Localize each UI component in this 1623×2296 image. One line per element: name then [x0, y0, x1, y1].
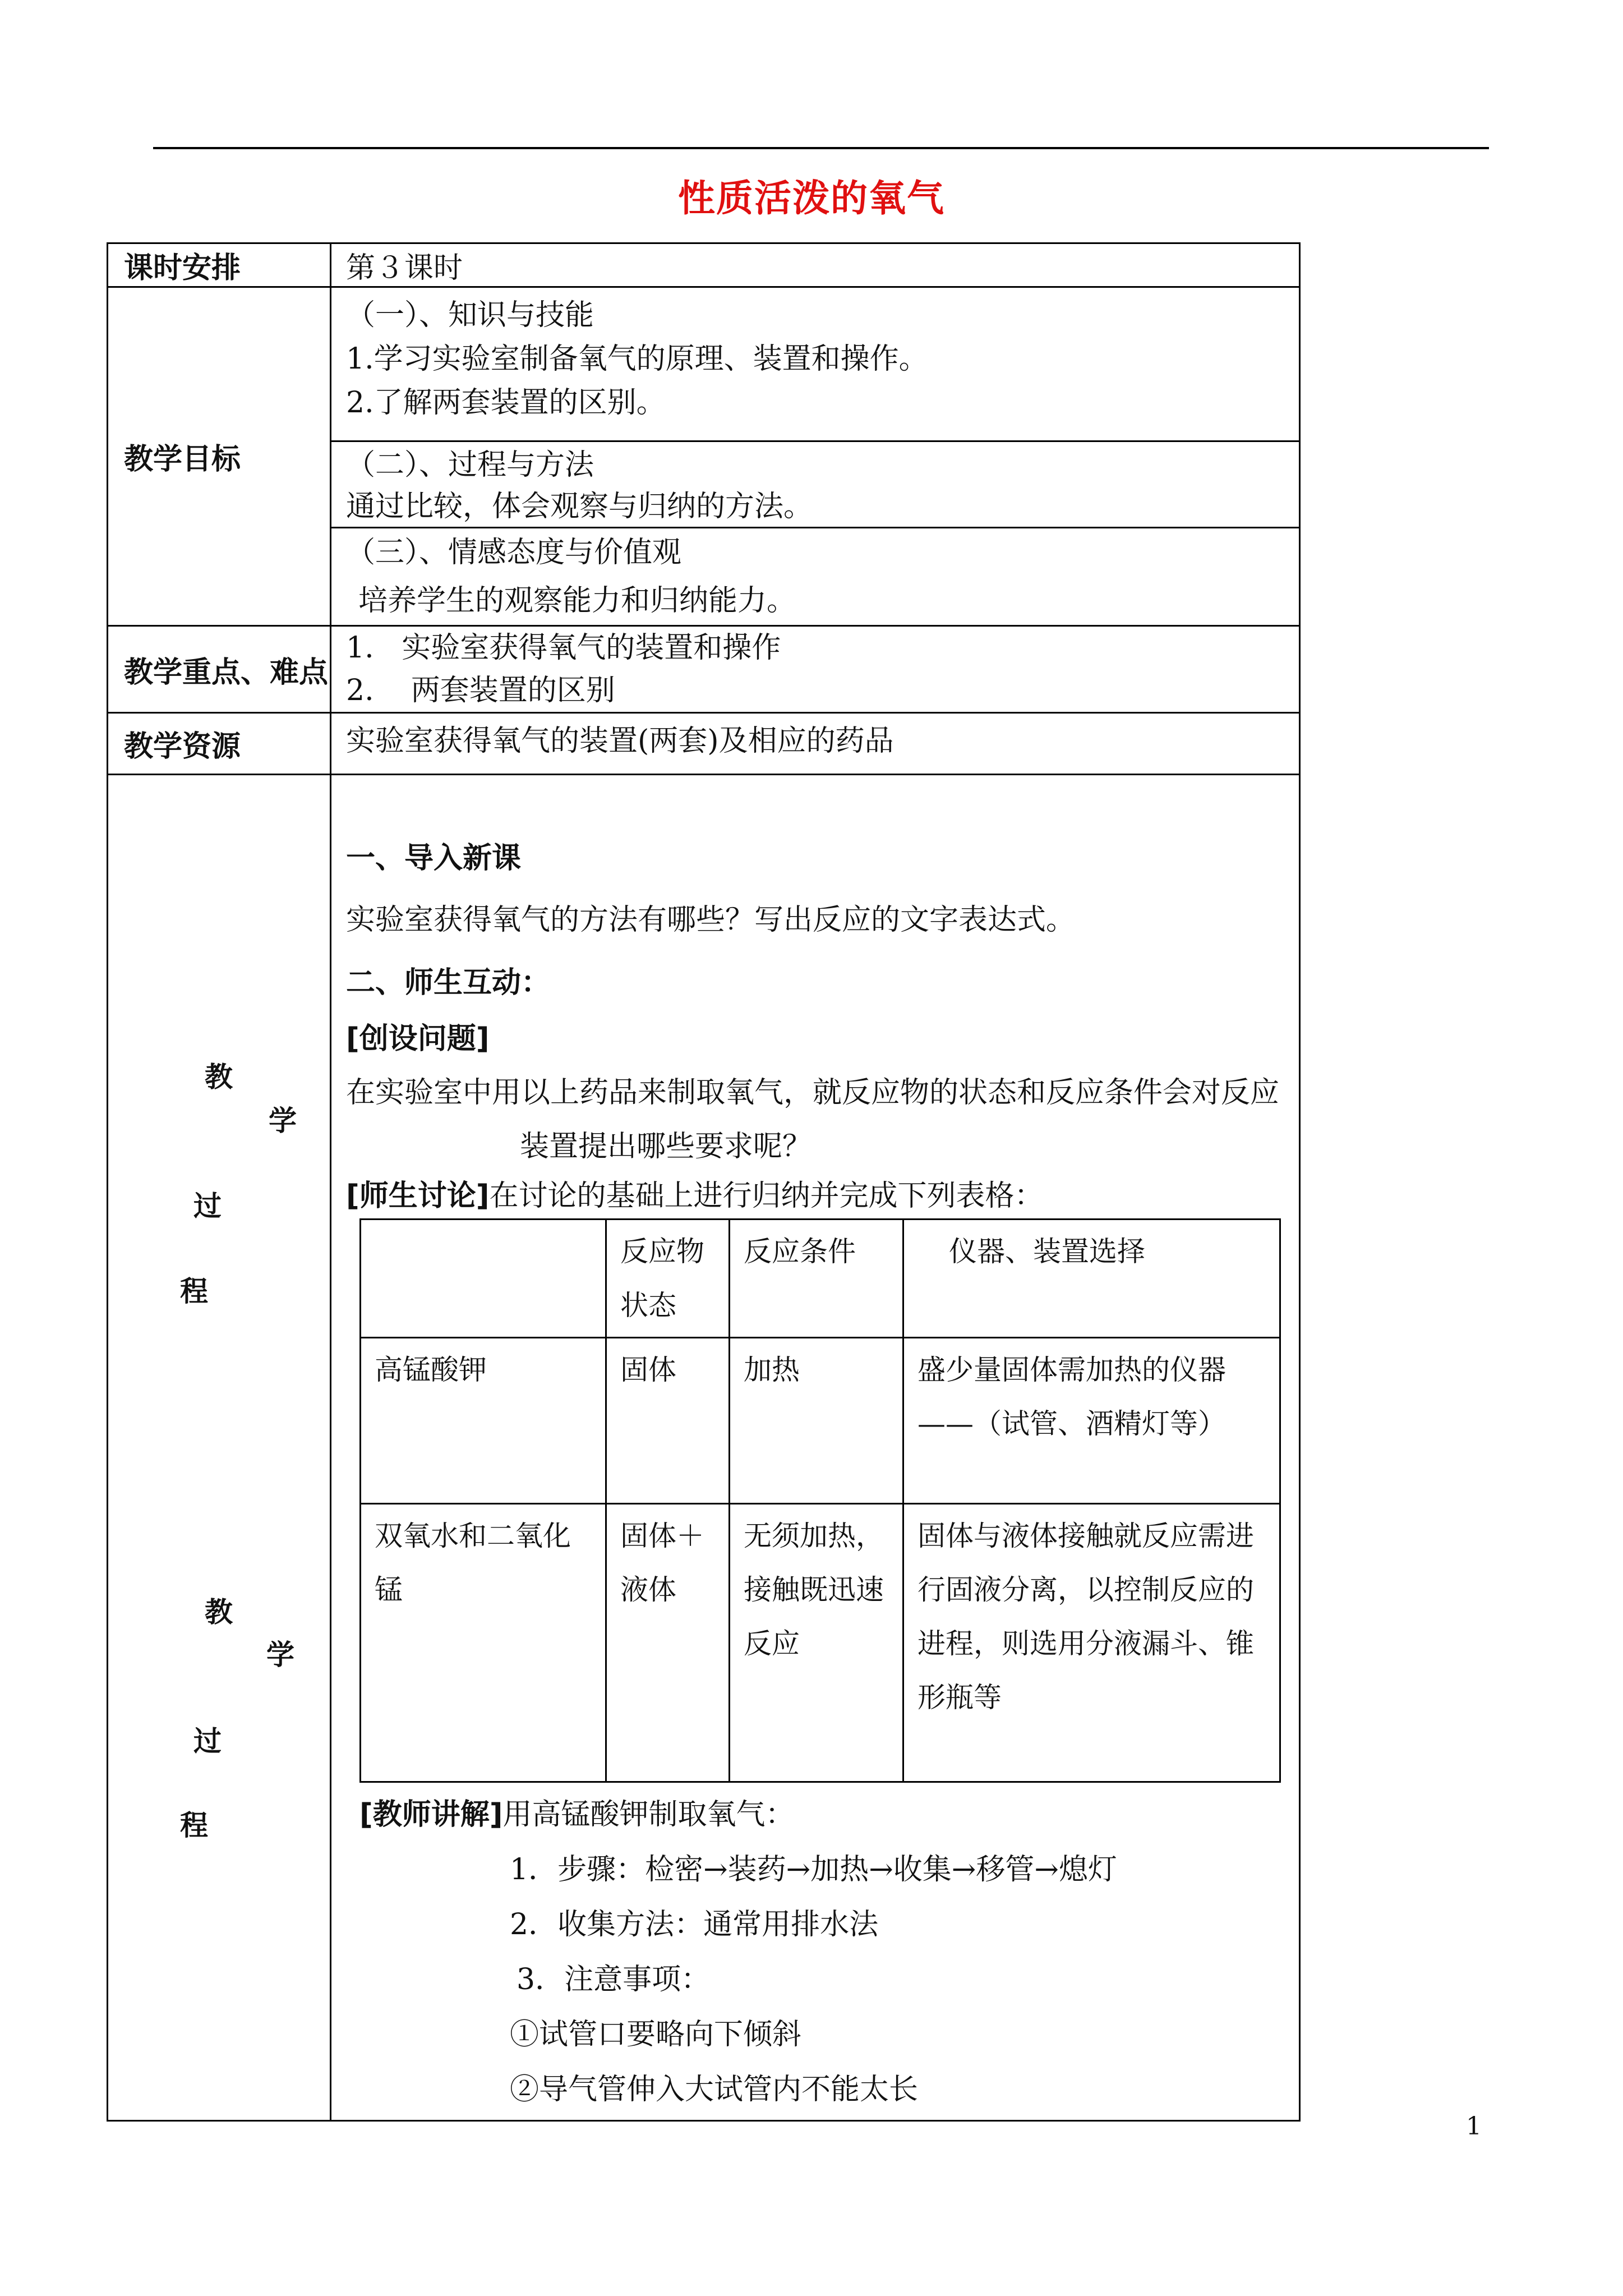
emotion-text: 培养学生的观察能力和归纳能力。 — [358, 584, 796, 618]
process-content — [331, 775, 1299, 1218]
question-tag: [创设问题] — [346, 1022, 490, 1056]
comparison-cell: 高锰酸钾 — [361, 1338, 606, 1504]
schedule-label: 课时安排 — [108, 243, 331, 287]
comparison-row — [361, 1504, 1280, 1782]
process-label-char: 过 — [193, 1725, 222, 1757]
resources-label: 教学资源 — [108, 713, 331, 775]
keypoints-cell — [331, 626, 1300, 713]
goals-emotion — [331, 528, 1299, 625]
page-number: 1 — [1466, 2112, 1482, 2141]
process-heading: （二）、过程与方法 — [346, 448, 594, 482]
lecture-note-1: ①试管口要略向下倾斜 — [510, 2018, 802, 2051]
discussion-text: 在讨论的基础上进行归纳并完成下列表格： — [489, 1179, 1044, 1213]
interact-heading: 二、师生互动： — [346, 966, 551, 1000]
lecture-tag: [教师讲解] — [359, 1798, 503, 1832]
document-title: 性质活泼的氧气 — [678, 177, 945, 220]
comparison-header-row — [361, 1220, 1280, 1338]
comparison-cell: 双氧水和二氧化锰 — [361, 1504, 606, 1782]
question-text-1: 在实验室中用以上药品来制取氧气，就反应物的状态和反应条件会对反应 — [346, 1076, 1280, 1110]
goals-cell — [331, 287, 1300, 626]
row-keypoints — [108, 626, 1300, 713]
discussion-line — [346, 1174, 1299, 1218]
row-schedule — [108, 243, 1300, 287]
comparison-header-cell: 仪器、装置选择 — [903, 1220, 1280, 1338]
process-label-char: 学 — [266, 1639, 294, 1671]
lecture-line — [359, 1787, 1299, 1842]
process-label-char: 学 — [269, 1105, 297, 1137]
comparison-header-cell: 反应条件 — [730, 1220, 903, 1338]
knowledge-heading: （一）、知识与技能 — [346, 298, 594, 332]
comparison-row — [361, 1338, 1280, 1504]
comparison-cell: 盛少量固体需加热的仪器——（试管、酒精灯等） — [903, 1338, 1280, 1504]
question-text-2: 装置提出哪些要求呢？ — [520, 1130, 812, 1163]
comparison-cell: 固体＋液体 — [606, 1504, 730, 1782]
process-content-cell — [331, 775, 1300, 2121]
process-label-char: 教 — [205, 1061, 233, 1093]
keypoint-2: 2. 两套装置的区别 — [346, 674, 615, 707]
lecture-text: 用高锰酸钾制取氧气： — [502, 1798, 795, 1832]
comparison-cell: 加热 — [730, 1338, 903, 1504]
comparison-cell: 固体与液体接触就反应需进行固液分离，以控制反应的进程，则选用分液漏斗、锥形瓶等 — [903, 1504, 1280, 1782]
process-label-char: 教 — [205, 1596, 233, 1628]
emotion-heading: （三）、情感态度与价值观 — [346, 536, 682, 569]
process-label-cell — [108, 775, 331, 2121]
comparison-header-cell: 反应物状态 — [606, 1220, 730, 1338]
intro-text: 实验室获得氧气的方法有哪些？写出反应的文字表达式。 — [346, 903, 1076, 937]
row-goals — [108, 287, 1300, 626]
intro-heading: 一、导入新课 — [346, 841, 522, 875]
knowledge-item-1: 1.学习实验室制备氧气的原理、装置和操作。 — [346, 342, 928, 376]
lecture-section — [331, 1783, 1299, 2117]
process-label-char: 程 — [180, 1809, 208, 1842]
keypoint-1: 1. 实验室获得氧气的装置和操作 — [346, 631, 781, 665]
process-label-char: 程 — [180, 1275, 208, 1308]
knowledge-item-2: 2.了解两套装置的区别。 — [346, 386, 666, 420]
goals-knowledge — [331, 288, 1299, 442]
row-resources — [108, 713, 1300, 775]
process-label-char: 过 — [193, 1190, 222, 1222]
lecture-steps: 1．步骤：检密→装药→加热→收集→移管→熄灯 — [510, 1853, 1117, 1887]
goals-process — [331, 442, 1299, 528]
comparison-table — [359, 1218, 1281, 1783]
row-process — [108, 775, 1300, 2121]
discussion-tag: [师生讨论] — [346, 1179, 490, 1213]
lecture-notes-heading: 3．注意事项： — [517, 1963, 711, 1996]
resources-value: 实验室获得氧气的装置(两套)及相应的药品 — [331, 713, 1300, 775]
lesson-plan-table — [107, 242, 1301, 2122]
lecture-note-2: ②导气管伸入大试管内不能太长 — [510, 2073, 919, 2106]
comparison-header-cell — [361, 1220, 606, 1338]
header-rule — [153, 147, 1489, 149]
comparison-cell: 固体 — [606, 1338, 730, 1504]
process-text: 通过比较，体会观察与归纳的方法。 — [346, 490, 813, 523]
goals-label: 教学目标 — [108, 287, 331, 626]
lecture-collect: 2．收集方法：通常用排水法 — [510, 1908, 879, 1941]
comparison-cell: 无须加热，接触既迅速反应 — [730, 1504, 903, 1782]
keypoints-label: 教学重点、难点 — [108, 626, 331, 713]
schedule-value: 第３课时 — [331, 243, 1300, 287]
